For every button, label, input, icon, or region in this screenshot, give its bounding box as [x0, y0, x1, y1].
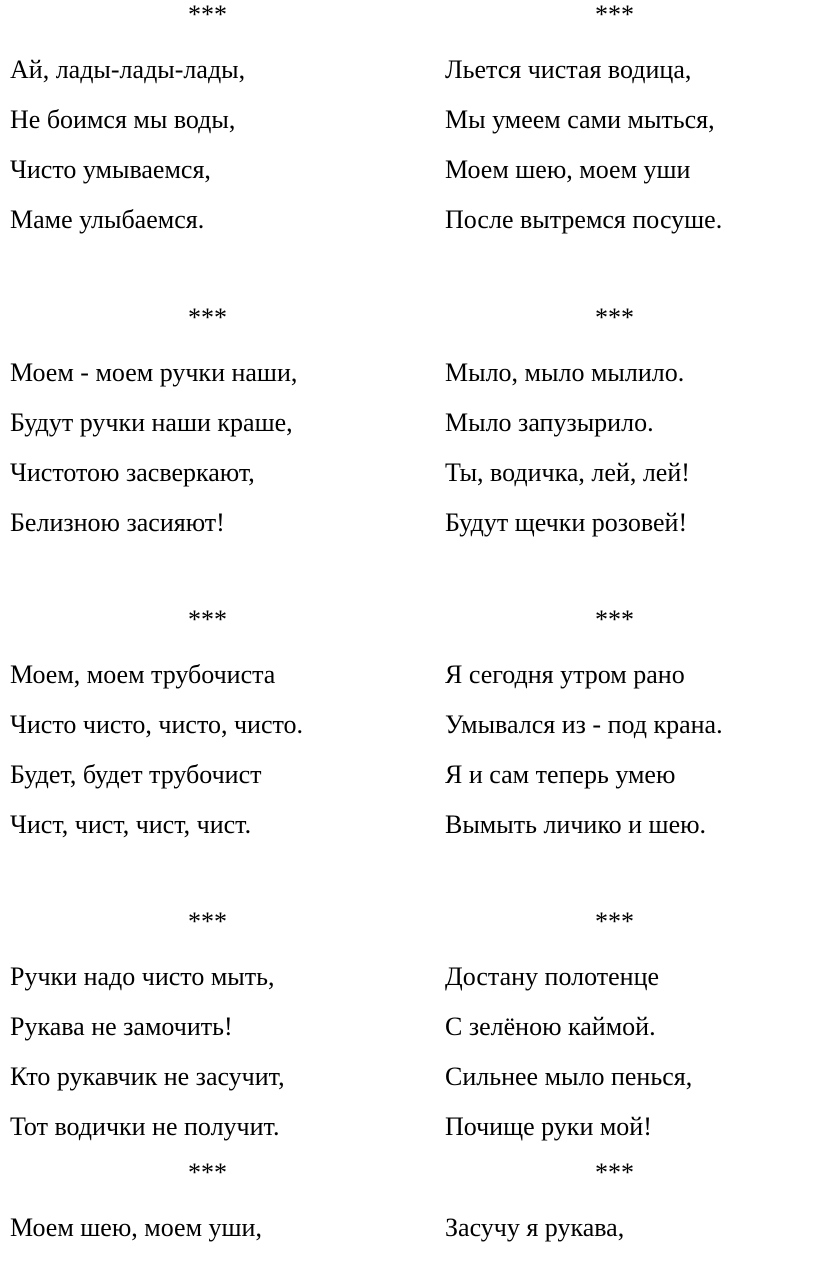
poem-line: Будут щечки розовей!	[445, 508, 688, 537]
poem-line: Мыло запузырило.	[445, 408, 654, 437]
stanza-separator: ***	[595, 303, 634, 332]
poem-line: Чисто умываемся,	[10, 155, 211, 184]
poem-line: Ай, лады-лады-лады,	[10, 55, 246, 84]
poem-line: Умывался из - под крана.	[445, 710, 723, 739]
poem-line: Ручки надо чисто мыть,	[10, 962, 275, 991]
stanza-separator: ***	[188, 1158, 227, 1187]
poem-line: Льется чистая водица,	[445, 55, 692, 84]
stanza-separator: ***	[188, 907, 227, 936]
poem-line: Засучу я рукава,	[445, 1213, 625, 1242]
poem-line: Я и сам теперь умею	[445, 760, 676, 789]
poem-line: Мы умеем сами мыться,	[445, 105, 715, 134]
stanza-separator: ***	[188, 303, 227, 332]
poem-line: Белизною засияют!	[10, 508, 225, 537]
poem-line: Будет, будет трубочист	[10, 760, 262, 789]
poem-line: Чистотою засверкают,	[10, 458, 255, 487]
poem-line: Не боимся мы воды,	[10, 105, 236, 134]
poem-line: Маме улыбаемся.	[10, 205, 205, 234]
poem-line: Чисто чисто, чисто, чисто.	[10, 710, 304, 739]
poem-line: Сильнее мыло пенься,	[445, 1062, 693, 1091]
stanza-separator: ***	[188, 605, 227, 634]
stanza-separator: ***	[188, 0, 227, 29]
stanza-separator: ***	[595, 907, 634, 936]
poem-line: С зелёною каймой.	[445, 1012, 656, 1041]
poem-line: Я сегодня утром рано	[445, 660, 685, 689]
poem-line: После вытремся посуше.	[445, 205, 723, 234]
poem-line: Чист, чист, чист, чист.	[10, 810, 252, 839]
poem-line: Рукава не замочить!	[10, 1012, 233, 1041]
poem-line: Моем шею, моем уши	[445, 155, 691, 184]
poem-line: Моем - моем ручки наши,	[10, 358, 298, 387]
stanza-separator: ***	[595, 0, 634, 29]
poem-line: Моем, моем трубочиста	[10, 660, 276, 689]
stanza-separator: ***	[595, 1158, 634, 1187]
poem-line: Кто рукавчик не засучит,	[10, 1062, 285, 1091]
stanza-separator: ***	[595, 605, 634, 634]
poem-line: Будут ручки наши краше,	[10, 408, 293, 437]
poem-line: Почище руки мой!	[445, 1112, 652, 1141]
poem-line: Вымыть личико и шею.	[445, 810, 707, 839]
poem-line: Тот водички не получит.	[10, 1112, 280, 1141]
poem-line: Ты, водичка, лей, лей!	[445, 458, 690, 487]
poem-line: Мыло, мыло мылило.	[445, 358, 685, 387]
poem-line: Моем шею, моем уши,	[10, 1213, 262, 1242]
poem-line: Достану полотенце	[445, 962, 660, 991]
